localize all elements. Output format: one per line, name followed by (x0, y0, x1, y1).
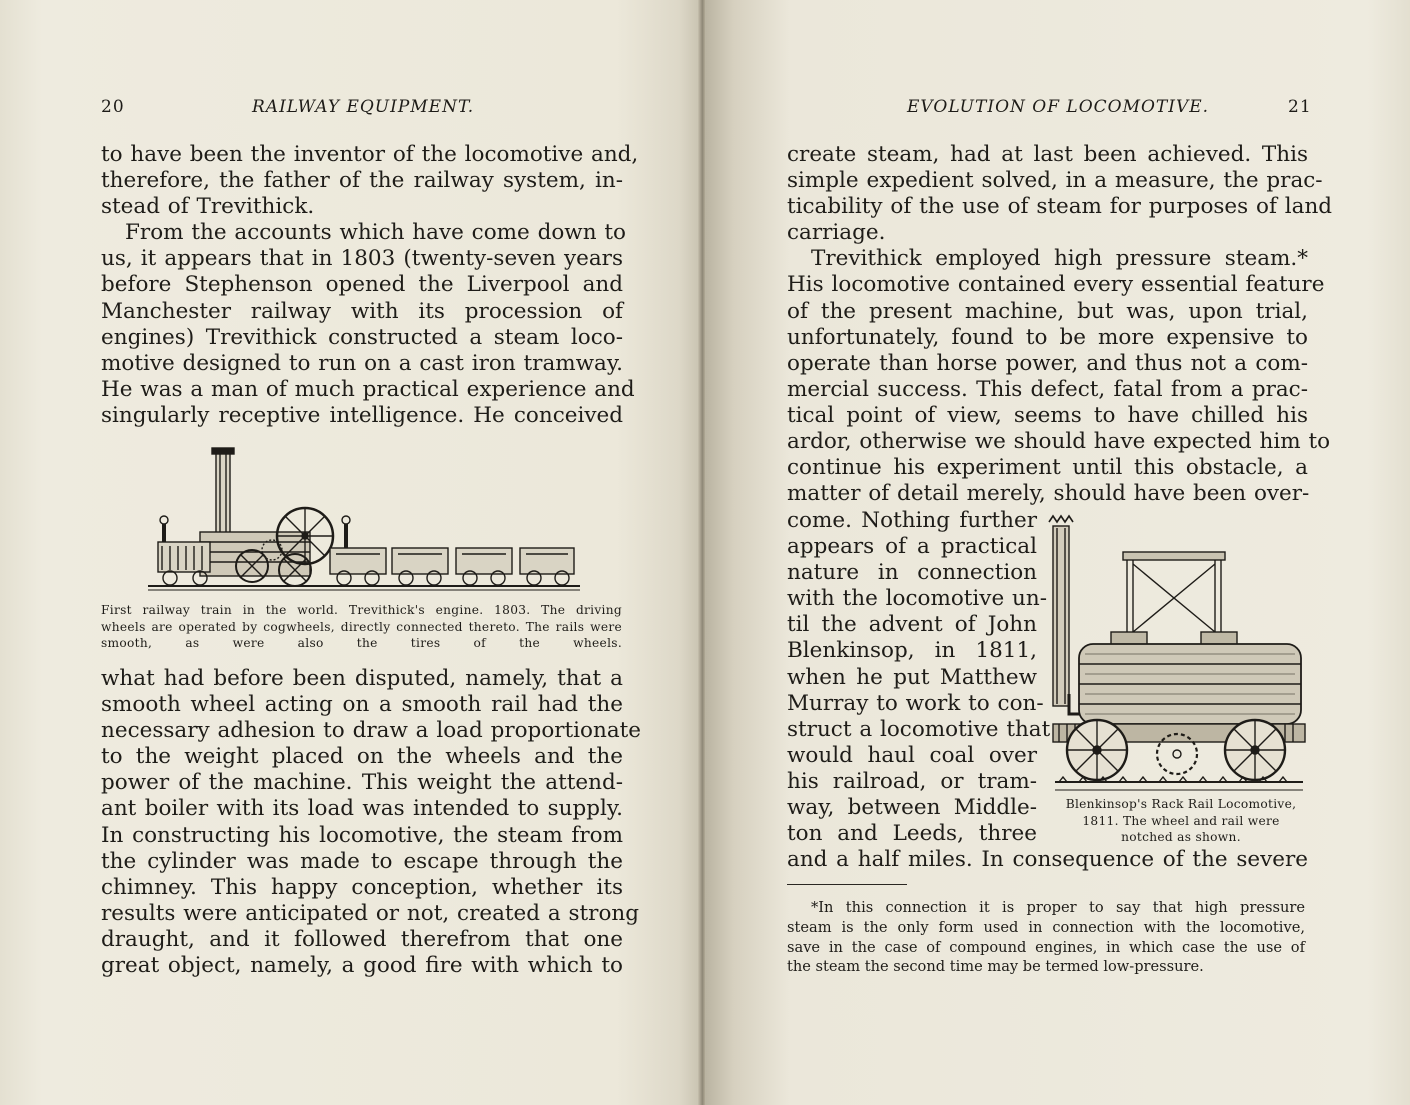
text-line: create steam, had at last been achieved. This (787, 142, 1308, 167)
text-line: power of the machine. This weight the attend- (101, 770, 623, 796)
text-line: great object, namely, a good fire with which to (101, 953, 623, 979)
text-line: come. Nothing further (787, 508, 1037, 533)
caption-line: Blenkinsop's Rack Rail Locomotive, (1065, 797, 1297, 811)
left-page-number: 20 (101, 97, 125, 117)
text-line: draught, and it followed therefrom that one (101, 926, 623, 952)
text-line: Trevithick employed high pressure steam.* (811, 246, 1308, 272)
text-line: ticability of the use of steam for purposes of land (787, 194, 1333, 220)
left-paragraph-2 (101, 220, 635, 429)
right-narrow-text-block (787, 508, 1051, 847)
text-line: before Stephenson opened the Liverpool and (101, 272, 623, 298)
text-line: In constructing his locomotive, the steam from (101, 822, 623, 848)
trevithick-train-illustration (140, 446, 585, 594)
text-line: continue his experiment until this obstacle, a (787, 455, 1308, 481)
text-line: struct a locomotive that (787, 716, 1051, 742)
text-line: matter of detail merely, should have been over- (787, 481, 1310, 507)
caption-line: notched as shown. (1121, 830, 1241, 844)
blenkinsop-figure-caption (1050, 796, 1312, 846)
blenkinsop-locomotive-illustration (1045, 514, 1307, 794)
right-paragraph-1 (787, 142, 1333, 246)
text-line: therefore, the father of the railway system, in- (101, 168, 623, 194)
text-line: ant boiler with its load was intended to supply. (101, 796, 623, 822)
text-line: necessary adhesion to draw a load proportionate (101, 718, 642, 744)
left-running-head: RAILWAY EQUIPMENT. (252, 97, 475, 117)
right-page-number: 21 (1288, 97, 1312, 117)
text-line: mercial success. This defect, fatal from a prac- (787, 376, 1308, 402)
right-final-line-block (787, 847, 1308, 873)
text-line: Murray to work to con- (787, 690, 1044, 716)
right-paragraph-2 (787, 246, 1331, 507)
text-line: his railroad, or tram- (787, 768, 1037, 794)
text-line: smooth wheel acting on a smooth rail had the (101, 692, 623, 718)
text-line: with the locomotive un- (787, 586, 1047, 612)
text-line: His locomotive contained every essential feature (787, 272, 1325, 298)
caption-line: First railway train in the world. Trevithick's engine. 1803. The driving (101, 603, 622, 617)
footnote-line: save in the case of compound engines, in which case the use of (787, 938, 1305, 956)
text-line: operate than horse power, and thus not a com- (787, 350, 1308, 376)
left-paragraph-1 (101, 142, 639, 220)
text-line: us, it appears that in 1803 (twenty-seven years (101, 246, 623, 272)
footnote-line: steam is the only form used in connection with the locomotive, (787, 918, 1305, 936)
caption-line: wheels are operated by cogwheels, directly connected thereto. The rails were (101, 619, 622, 634)
text-line: simple expedient solved, in a measure, the prac- (787, 168, 1323, 194)
right-narrow-paragraph (787, 508, 1051, 847)
text-line: stead of Trevithick. (101, 194, 315, 220)
right-final-line: and a half miles. In consequence of the severe (787, 847, 1308, 872)
text-line: ton and Leeds, three (787, 821, 1037, 847)
text-line: Manchester railway with its procession of (101, 298, 623, 324)
text-line: what had before been disputed, namely, that a (101, 666, 623, 691)
left-text-block-bottom (101, 666, 642, 979)
left-text-block-top (101, 142, 639, 429)
text-line: ardor, otherwise we should have expected him to (787, 429, 1331, 455)
text-line: would haul coal over (787, 742, 1037, 768)
text-line: tical point of view, seems to have chilled his (787, 402, 1308, 428)
text-line: nature in connection (787, 560, 1037, 586)
footnote-line: *In this connection it is proper to say that high pressure (811, 899, 1305, 916)
text-line: results were anticipated or not, created a strong (101, 900, 640, 926)
text-line: til the advent of John (787, 612, 1037, 638)
text-line: chimney. This happy conception, whether its (101, 874, 623, 900)
caption-line: 1811. The wheel and rail were (1082, 813, 1280, 828)
footnote-rule (787, 884, 907, 885)
caption-line: smooth, as were also the tires of the wheels. (101, 636, 622, 650)
text-line: to the weight placed on the wheels and the (101, 744, 623, 770)
text-line: singularly receptive intelligence. He conceived (101, 402, 623, 428)
footnote (787, 898, 1305, 977)
text-line: From the accounts which have come down to (125, 220, 626, 246)
text-line: of the present machine, but was, upon trial, (787, 298, 1308, 324)
text-line: to have been the inventor of the locomotive and, (101, 142, 639, 167)
right-running-head: EVOLUTION OF LOCOMOTIVE. (907, 97, 1210, 117)
trevithick-figure-caption (101, 602, 622, 652)
left-paragraph-3 (101, 666, 642, 979)
text-line: way, between Middle- (787, 795, 1037, 821)
footnote-line: the steam the second time may be termed low-pressure. (787, 958, 1204, 976)
text-line: engines) Trevithick constructed a steam loco- (101, 324, 623, 350)
text-line: appears of a practical (787, 534, 1037, 560)
text-line: carriage. (787, 220, 886, 246)
text-line: unfortunately, found to be more expensive to (787, 324, 1308, 350)
text-line: Blenkinsop, in 1811, (787, 638, 1037, 664)
right-text-block-top (787, 142, 1333, 507)
text-line: when he put Matthew (787, 664, 1037, 690)
text-line: the cylinder was made to escape through the (101, 848, 623, 874)
text-line: He was a man of much practical experience and (101, 376, 635, 402)
text-line: motive designed to run on a cast iron tramway. (101, 350, 623, 376)
